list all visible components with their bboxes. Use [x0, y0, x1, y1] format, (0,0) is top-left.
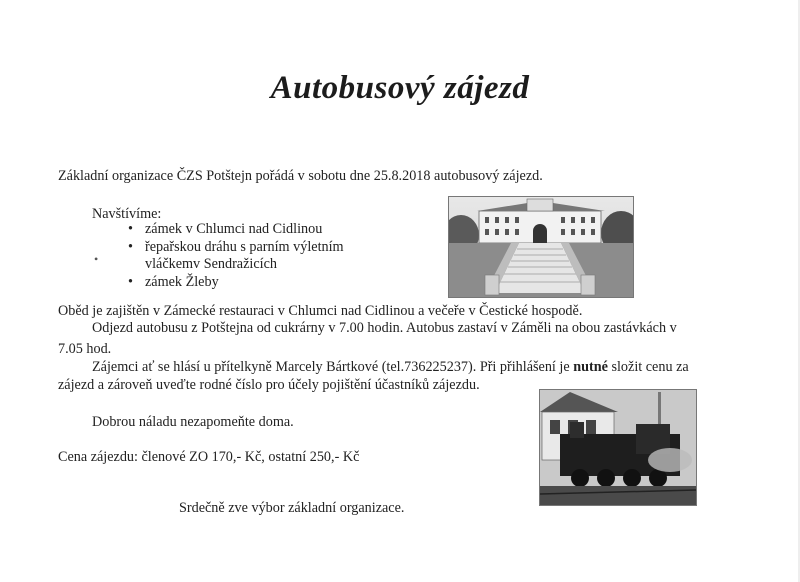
lunch-text: Oběd je zajištěn v Zámecké restauraci v Chlumci nad Cidlinou a večeře v Čestické hospodě.	[58, 303, 583, 319]
departure-line-2: 7.05 hod.	[58, 341, 112, 357]
train-photo	[539, 389, 697, 506]
price-text: Cena zájezdu: členové ZO 170,- Kč, ostatní 250,- Kč	[58, 449, 360, 465]
visit-item-zleby: • zámek Žleby	[128, 274, 344, 292]
visit-item-railway-cont: vláčkemv Sendražicích	[145, 256, 277, 273]
departure-line-1: Odjezd autobusu z Potštejna od cukrárny v 7.00 hodin. Autobus zastaví v Záměli na obou zastávkách v	[92, 320, 677, 336]
closing-text: Srdečně zve výbor základní organizace.	[179, 500, 405, 516]
contact-line-2: zájezd a zároveň uveďte rodné číslo pro účely pojištění účastníků zájezdu.	[58, 377, 480, 393]
mood-text: Dobrou náladu nezapomeňte doma.	[92, 414, 294, 430]
contact-text-pre: Zájemci ať se hlásí u přítelkyně Marcely Bártkové (tel.736225237). Při přihlášení je	[92, 359, 574, 375]
visit-item-railway: • řepařskou dráhu s parním výletním	[128, 239, 344, 257]
castle-photo	[448, 196, 634, 298]
steam-train-image	[540, 390, 696, 505]
intro-text: Základní organizace ČZS Potštejn pořádá v sobotu dne 25.8.2018 autobusový zájezd.	[58, 168, 543, 184]
stray-dot: •	[94, 252, 99, 266]
contact-text-bold: nutné	[573, 359, 608, 375]
contact-text-post: složit cenu za	[607, 359, 689, 375]
visit-item-chlumec: • zámek v Chlumci nad Cidlinou	[128, 221, 344, 239]
contact-line-1	[92, 359, 689, 376]
castle-image	[449, 197, 633, 297]
visit-heading: Navštívíme:	[92, 206, 162, 222]
visit-list	[128, 221, 344, 291]
page-title: Autobusový zájezd	[270, 70, 530, 106]
